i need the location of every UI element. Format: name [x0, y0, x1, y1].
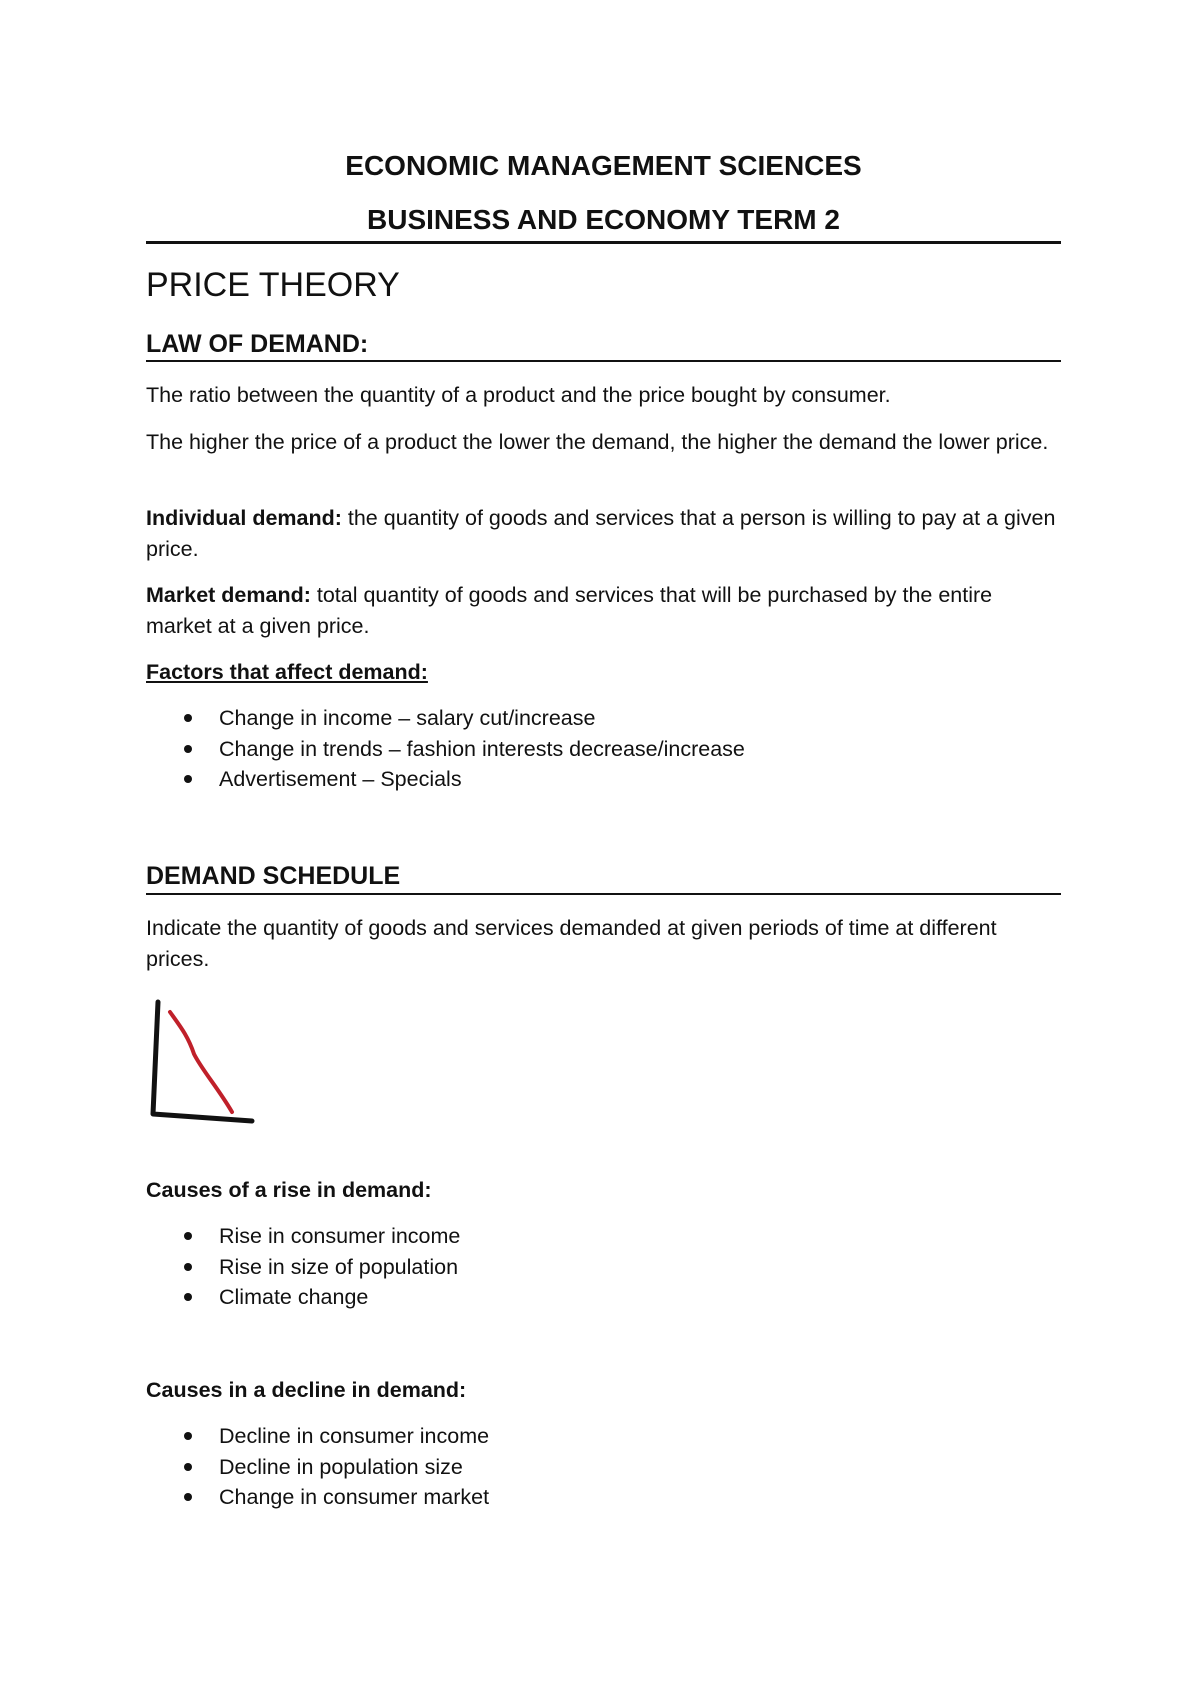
bullet-icon — [184, 745, 192, 753]
individual-demand-label: Individual demand: — [146, 506, 342, 530]
market-demand-label: Market demand: — [146, 583, 311, 607]
bullet-icon — [184, 1463, 192, 1471]
bullet-icon — [184, 1432, 192, 1440]
document-subtitle: BUSINESS AND ECONOMY TERM 2 — [367, 204, 840, 235]
sketch-axes — [153, 1002, 252, 1121]
title-divider — [146, 241, 1061, 244]
bullet-icon — [184, 714, 192, 722]
list-item: Decline in population size — [146, 1452, 489, 1483]
demand-curve-sketch — [140, 990, 260, 1140]
law-of-demand-divider — [146, 360, 1061, 362]
demand-schedule-definition: Indicate the quantity of goods and services demanded at given periods of time at different prices. — [146, 916, 997, 971]
factors-list — [146, 703, 745, 795]
sketch-demand-curve — [170, 1012, 232, 1112]
law-of-demand-explanation: The higher the price of a product the lower the demand, the higher the demand the lower price. — [146, 430, 1049, 454]
document-title: ECONOMIC MANAGEMENT SCIENCES — [345, 150, 862, 181]
bullet-icon — [184, 1263, 192, 1271]
rise-causes-list — [146, 1221, 460, 1313]
individual-demand-paragraph — [146, 503, 1061, 565]
rise-causes-heading: Causes of a rise in demand: — [146, 1178, 432, 1202]
demand-schedule-heading: DEMAND SCHEDULE — [146, 862, 401, 890]
law-of-demand-heading: LAW OF DEMAND: — [146, 330, 369, 358]
law-of-demand-definition: The ratio between the quantity of a product and the price bought by consumer. — [146, 383, 891, 407]
bullet-icon — [184, 1293, 192, 1301]
list-item: Advertisement – Specials — [146, 764, 745, 795]
factors-heading: Factors that affect demand: — [146, 660, 428, 684]
decline-causes-list — [146, 1421, 489, 1513]
list-item: Change in trends – fashion interests decrease/increase — [146, 734, 745, 765]
demand-schedule-divider — [146, 893, 1061, 895]
list-item: Rise in consumer income — [146, 1221, 460, 1252]
list-item: Change in income – salary cut/increase — [146, 703, 745, 734]
bullet-icon — [184, 1493, 192, 1501]
list-item: Climate change — [146, 1282, 460, 1313]
bullet-icon — [184, 1232, 192, 1240]
price-theory-heading: PRICE THEORY — [146, 266, 400, 304]
market-demand-paragraph — [146, 580, 1061, 642]
list-item: Change in consumer market — [146, 1482, 489, 1513]
decline-causes-heading: Causes in a decline in demand: — [146, 1378, 467, 1402]
individual-demand-text: the quantity of goods and services that a person is willing to pay at a given price. — [146, 506, 1056, 561]
market-demand-text: total quantity of goods and services that will be purchased by the entire market at a given price. — [146, 583, 993, 638]
list-item: Rise in size of population — [146, 1252, 460, 1283]
list-item: Decline in consumer income — [146, 1421, 489, 1452]
bullet-icon — [184, 775, 192, 783]
